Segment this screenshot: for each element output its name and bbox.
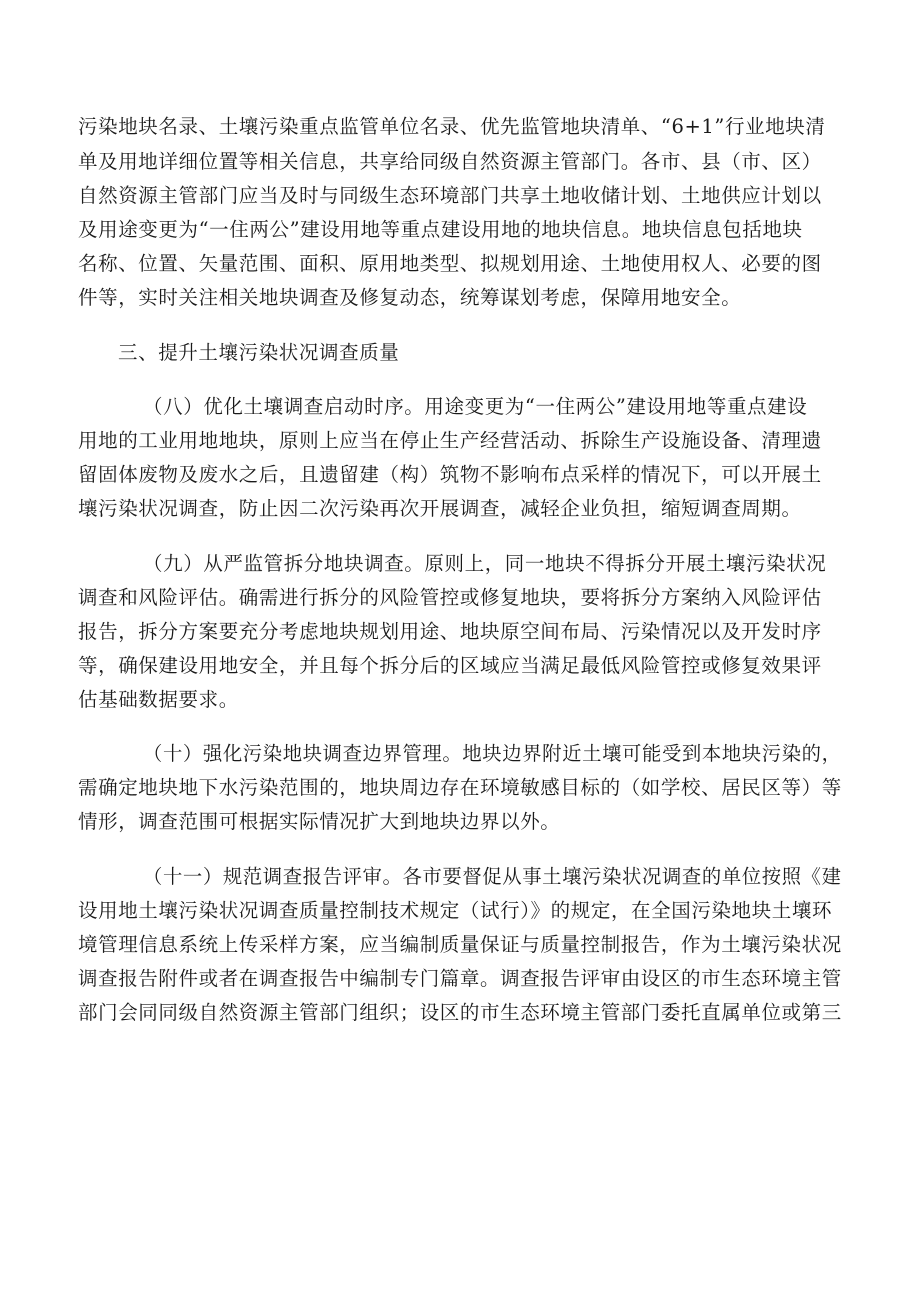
para-10-line-3: 情形，调查范围可根据实际情况扩大到地块边界以外。 bbox=[78, 810, 561, 833]
section-heading: 三、提升土壤污染状况调查质量 bbox=[118, 341, 400, 364]
para-9-line-3: 报告，拆分方案要充分考虑地块规划用途、地块原空间布局、污染情况以及开发时序 bbox=[78, 620, 822, 643]
intro-line-5: 名称、位置、矢量范围、面积、原用地类型、拟规划用途、土地使用权人、必要的图 bbox=[78, 252, 822, 275]
intro-line-2: 单及用地详细位置等相关信息，共享给同级自然资源主管部门。各市、县（市、区） bbox=[78, 150, 822, 173]
para-11-line-2: 设用地土壤污染状况调查质量控制技术规定（试行）》的规定，在全国污染地块土壤环 bbox=[78, 899, 833, 922]
para-8-line-2: 用地的工业用地地块，原则上应当在停止生产经营活动、拆除生产设施设备、清理遗 bbox=[78, 429, 822, 452]
intro-line-6: 件等，实时关注相关地块调查及修复动态，统筹谋划考虑，保障用地安全。 bbox=[78, 286, 742, 309]
intro-line-4: 及用途变更为“一住两公”建设用地等重点建设用地的地块信息。地块信息包括地块 bbox=[78, 218, 803, 241]
para-11-line-3: 境管理信息系统上传采样方案，应当编制质量保证与质量控制报告，作为土壤污染状况 bbox=[78, 933, 842, 956]
para-8-line-4: 壤污染状况调查，防止因二次污染再次开展调查，减轻企业负担，缩短调查周期。 bbox=[78, 497, 802, 520]
para-10-line-1: （十）强化污染地块调查边界管理。地块边界附近土壤可能受到本地块污染的， bbox=[143, 742, 842, 765]
para-11-line-1: （十一）规范调查报告评审。各市要督促从事土壤污染状况调查的单位按照《建 bbox=[143, 865, 842, 888]
intro-line-3: 自然资源主管部门应当及时与同级生态环境部门共享土地收储计划、土地供应计划以 bbox=[78, 184, 822, 207]
para-10-line-2: 需确定地块地下水污染范围的，地块周边存在环境敏感目标的（如学校、居民区等）等 bbox=[78, 776, 842, 799]
para-8-line-1: （八）优化土壤调查启动时序。用途变更为“一住两公”建设用地等重点建设 bbox=[143, 395, 808, 418]
para-11-line-4: 调查报告附件或者在调查报告中编制专门篇章。调查报告评审由设区的市生态环境主管 bbox=[78, 967, 842, 990]
para-11-line-5: 部门会同同级自然资源主管部门组织；设区的市生态环境主管部门委托直属单位或第三 bbox=[78, 1001, 842, 1024]
intro-line-1: 污染地块名录、土壤污染重点监管单位名录、优先监管地块清单、“6+1”行业地块清 bbox=[78, 115, 826, 138]
para-9-line-5: 估基础数据要求。 bbox=[78, 688, 239, 711]
para-8-line-3: 留固体废物及废水之后，且遗留建（构）筑物不影响布点采样的情况下，可以开展土 bbox=[78, 463, 822, 486]
para-9-line-1: （九）从严监管拆分地块调查。原则上，同一地块不得拆分开展土壤污染状况 bbox=[143, 552, 827, 575]
para-9-line-2: 调查和风险评估。确需进行拆分的风险管控或修复地块，要将拆分方案纳入风险评估 bbox=[78, 586, 822, 609]
para-9-line-4: 等，确保建设用地安全，并且每个拆分后的区域应当满足最低风险管控或修复效果评 bbox=[78, 654, 822, 677]
